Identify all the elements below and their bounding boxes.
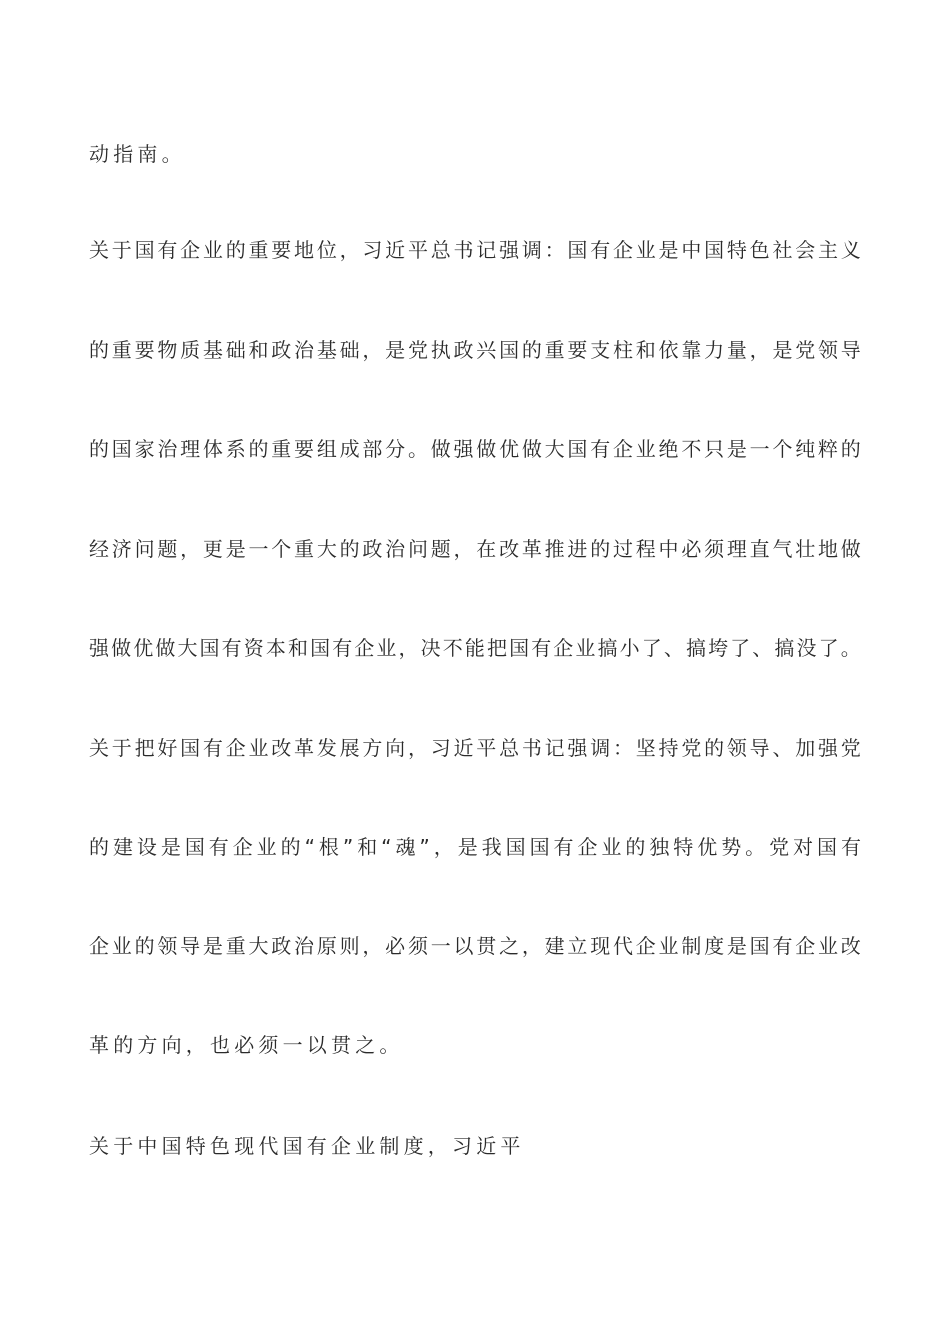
text-line: 革的方向，也必须一以贯之。 — [89, 1033, 404, 1057]
text-line: 经 济 问 题 ， 更 是 一 个 重 大 的 政 治 问 题 ， 在 改 革 推 进 的 过 程 中 必 须 理 直 气 壮 地 做 — [89, 537, 861, 561]
text-line: 的 建 设 是 国 有 企 业 的 “ 根 ” 和 “ 魂 ” ， 是 我 国 国 有 企 业 的 独 特 优 势 。 党 对 国 有 — [89, 835, 861, 859]
text-line: 强 做 优 做 大 国 有 资 本 和 国 有 企 业 ， 决 不 能 把 国 有 企 业 搞 小 了 、 搞 垮 了 、 搞 没 了 。 — [89, 636, 861, 660]
text-line: 动指南。 — [89, 142, 186, 166]
text-line: 企 业 的 领 导 是 重 大 政 治 原 则 ， 必 须 一 以 贯 之 ， 建 立 现 代 企 业 制 度 是 国 有 企 业 改 — [89, 934, 861, 958]
text-line: 关于中国特色现代国有企业制度，习近平 — [89, 1134, 525, 1158]
text-line: 关 于 国 有 企 业 的 重 要 地 位 ， 习 近 平 总 书 记 强 调 ： 国 有 企 业 是 中 国 特 色 社 会 主 义 — [89, 238, 861, 262]
text-line: 的 国 家 治 理 体 系 的 重 要 组 成 部 分 。 做 强 做 优 做 大 国 有 企 业 绝 不 只 是 一 个 纯 粹 的 — [89, 437, 861, 461]
text-line: 关 于 把 好 国 有 企 业 改 革 发 展 方 向 ， 习 近 平 总 书 记 强 调 ： 坚 持 党 的 领 导 、 加 强 党 — [89, 736, 861, 760]
text-line: 的 重 要 物 质 基 础 和 政 治 基 础 ， 是 党 执 政 兴 国 的 重 要 支 柱 和 依 靠 力 量 ， 是 党 领 导 — [89, 338, 861, 362]
